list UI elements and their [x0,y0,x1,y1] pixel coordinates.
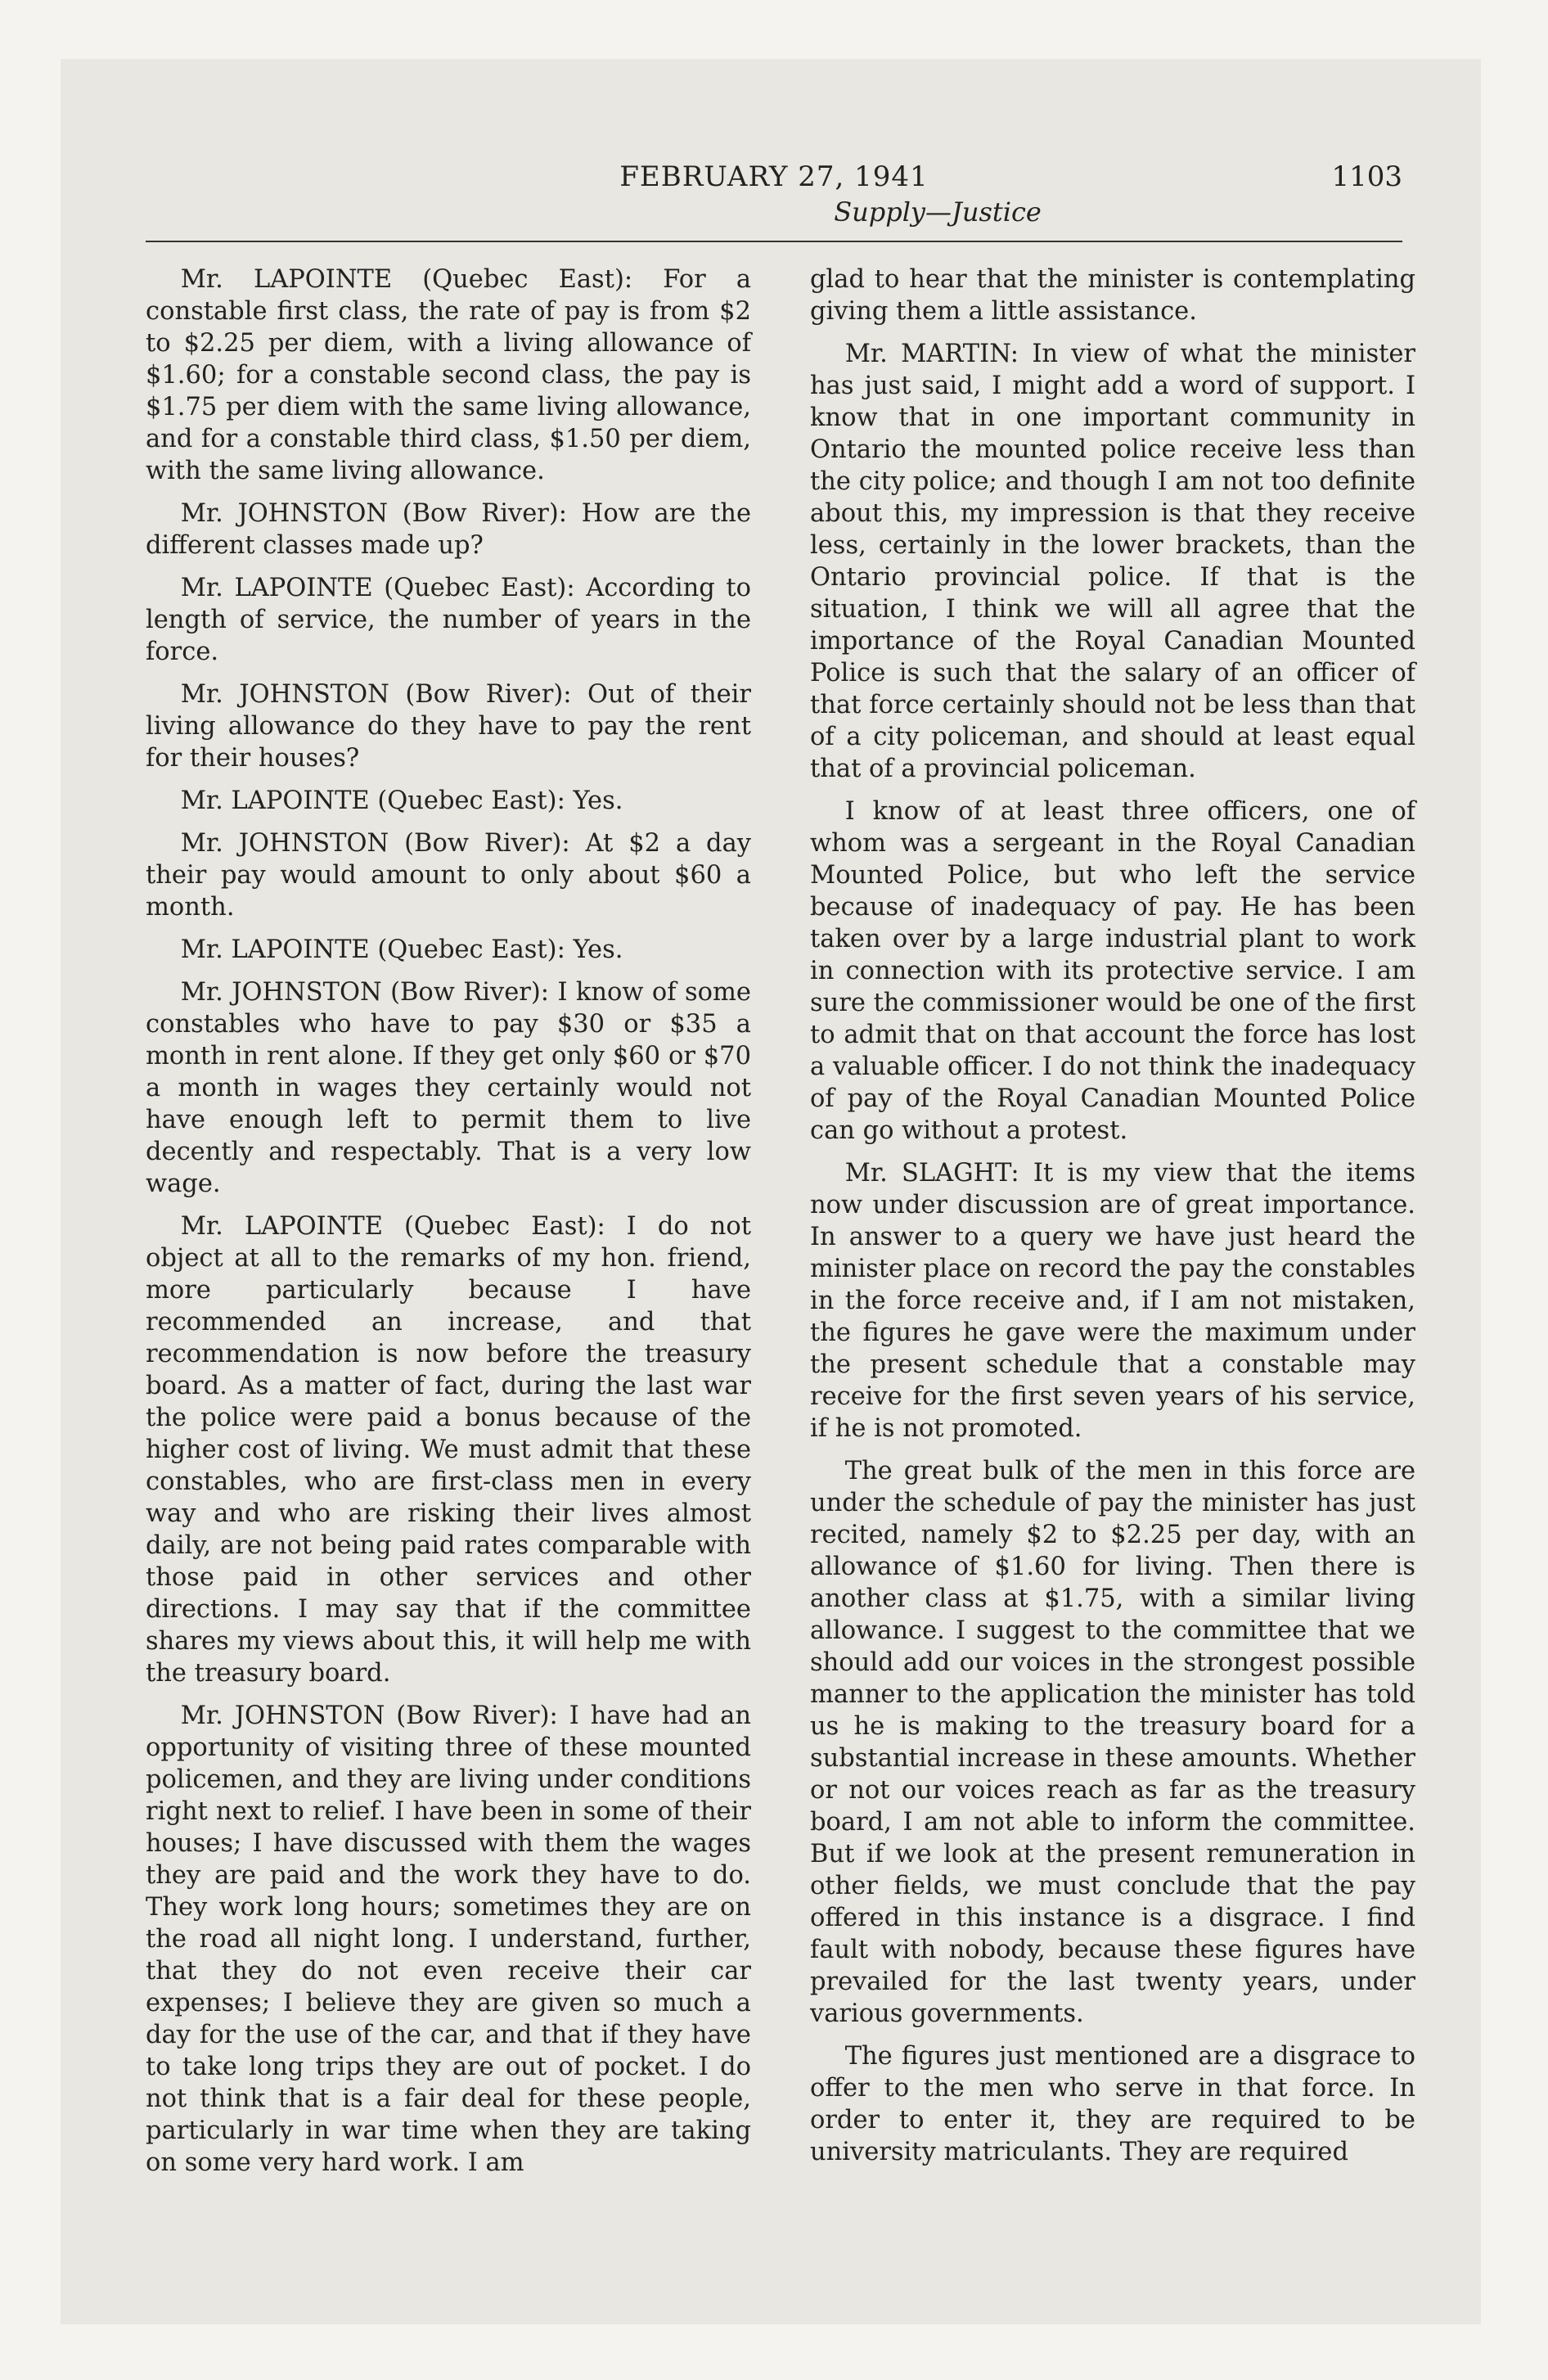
paragraph: I know of at least three officers, one of whom was a sergeant in the Royal Canadian Mounted Police, but who left the service because of inadequacy of pay. He has been taken over by a large industrial plant to work in connection with its protective service. I am sure the commissioner would be one of the first to admit that on that account the force has lost a valuable officer. I do not think the inadequacy of pay of the Royal Canadian Mounted Police can go without a protest. [810,797,1415,1145]
paragraph: Mr. JOHNSTON (Bow River): I know of some constables who have to pay $30 or $35 a month in rent alone. If they get only $60 or $70 a month in wages they certainly would not have enough left to permit them to live decently and respectably. That is a very low wage. [146,978,751,1198]
right-column [810,264,1415,2179]
header-page-number: 1103 [1331,160,1402,193]
paragraph: Mr. LAPOINTE (Quebec East): For a constable first class, the rate of pay is from $2 to $2.25 per diem, with a living allowance of $1.60; for a constable second class, the pay is $1.75 per diem with the same living allowance, and for a constable third class, $1.50 per diem, with the same living allowance. [146,265,751,485]
paragraph: Mr. MARTIN: In view of what the minister has just said, I might add a word of support. I know that in one important community in Ontario the mounted police receive less than the city police; and though I am not too definite about this, my impression is that they receive less, certainly in the lower brackets, than the Ontario provincial police. If that is the situation, I think we will all agree that the importance of the Royal Canadian Mounted Police is such that the salary of an officer of that force certainly should not be less than that of a city policeman, and should at least equal that of a provincial policeman. [810,340,1415,783]
paragraph: The great bulk of the men in this force are under the schedule of pay the minister has just recited, namely $2 to $2.25 per day, with an allowance of $1.60 for living. Then there is another class at $1.75, with a similar living allowance. I suggest to the committee that we should add our voices in the strongest possible manner to the application the minister has told us he is making to the treasury board for a substantial increase in these amounts. Whether or not our voices reach as far as the treasury board, I am not able to inform the committee. But if we look at the present remuneration in other fields, we must conclude that the pay offered in this instance is a disgrace. I find fault with nobody, because these figures have prevailed for the last twenty years, under various governments. [810,1457,1415,2028]
paragraph: Mr. LAPOINTE (Quebec East): I do not object at all to the remarks of my hon. friend, more particularly because I have recommended an increase, and that recommendation is now before the treasury board. As a matter of fact, during the last war the police were paid a bonus because of the higher cost of living. We must admit that these constables, who are first-class men in every way and who are risking their lives almost daily, are not being paid rates comparable with those paid in other services and other directions. I may say that if the committee shares my views about this, it will help me with the treasury board. [146,1212,751,1688]
paragraph-continued: glad to hear that the minister is contemplating giving them a little assistance. [810,265,1415,326]
header-section: Supply—Justice [834,196,1042,228]
page-header [146,160,1402,242]
paragraph: Mr. JOHNSTON (Bow River): At $2 a day their pay would amount to only about $60 a month. [146,829,751,922]
paragraph: The figures just mentioned are a disgrace to offer to the men who serve in that force. In order to enter it, they are required to be university matriculants. They are required [810,2042,1415,2166]
header-date: FEBRUARY 27, 1941 [619,160,929,193]
paragraph: Mr. JOHNSTON (Bow River): Out of their living allowance do they have to pay the rent for their houses? [146,680,751,773]
paragraph: Mr. JOHNSTON (Bow River): How are the different classes made up? [146,499,751,560]
header-rule [146,241,1402,242]
paragraph: Mr. LAPOINTE (Quebec East): Yes. [180,935,623,964]
paragraph: Mr. LAPOINTE (Quebec East): Yes. [180,787,623,815]
paragraph: Mr. LAPOINTE (Quebec East): According to length of service, the number of years in the force. [146,574,751,666]
left-column [146,264,751,2189]
paragraph: Mr. SLAGHT: It is my view that the items now under discussion are of great importance. In answer to a query we have just heard the minister place on record the pay the constables in the force receive and, if I am not mistaken, the figures he gave were the maximum under the present schedule that a constable may receive for the first seven years of his service, if he is not promoted. [810,1159,1415,1443]
paragraph: Mr. JOHNSTON (Bow River): I have had an opportunity of visiting three of these mounted policemen, and they are living under conditions right next to relief. I have been in some of their houses; I have discussed with them the wages they are paid and the work they have to do. They work long hours; sometimes they are on the road all night long. I understand, further, that they do not even receive their car expenses; I believe they are given so much a day for the use of the car, and that if they have to take long trips they are out of pocket. I do not think that is a fair deal for these people, particularly in war time when they are taking on some very hard work. I am [146,1702,751,2177]
